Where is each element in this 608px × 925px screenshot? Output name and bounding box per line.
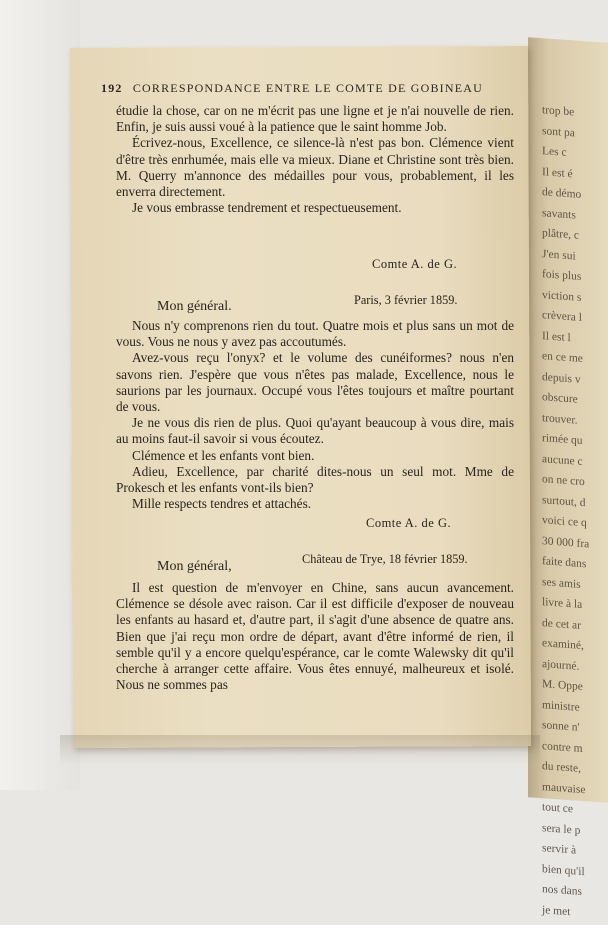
signature: Comte A. de G. (366, 516, 452, 530)
facing-line: ajourné. (542, 657, 580, 673)
facing-line: mauvaise (542, 780, 586, 796)
running-header (101, 81, 521, 96)
salutation: Mon général. (157, 299, 232, 314)
facing-line: savants (542, 206, 576, 222)
facing-line: Il est é (542, 165, 573, 180)
facing-line: de démo (542, 186, 582, 201)
paragraph: Avez-vous reçu l'onyx? et le volume des cunéiformes? nous n'en savons rien. J'espère que vous n'êtes pas malade, Excellence, nous le saurions par les journaux. Occupé vous l'êtes toujours et maître pourtant de vous. (116, 350, 514, 415)
facing-line: on ne cro (542, 473, 585, 489)
facing-line: J'en sui (542, 247, 576, 263)
facing-line: ministre (542, 698, 580, 714)
facing-line: bien qu'il (542, 862, 585, 878)
facing-line: je met (542, 903, 571, 918)
facing-line: trop be (542, 104, 575, 119)
paragraph: Nous n'y comprenons rien du tout. Quatre mois et plus sans un mot de vous. Vous ne nous y avez pas accoutumés. (116, 318, 514, 350)
facing-line: contre m (542, 739, 583, 755)
letter-1-body (116, 103, 514, 216)
facing-line: plâtre, c (542, 227, 580, 242)
facing-line: Les c (542, 145, 567, 159)
paragraph: Clémence et les enfants vont bien. (132, 447, 315, 463)
paragraph: Mille respects tendres et attachés. (132, 496, 312, 512)
running-title: CORRESPONDANCE ENTRE LE COMTE DE GOBINEAU (132, 81, 484, 95)
facing-line: du reste, (542, 760, 581, 775)
facing-line: sont pa (542, 124, 575, 139)
letter-3-body (116, 580, 514, 693)
facing-line: en ce me (542, 350, 583, 366)
letter-2-body (116, 318, 514, 512)
facing-line: fois plus (542, 268, 582, 283)
facing-line: rimée qu (542, 432, 583, 448)
paragraph: Adieu, Excellence, par charité dites-nous un seul mot. Mme de Prokesch et les enfants vont-ils bien? (116, 463, 514, 496)
facing-line: M. Oppe (542, 678, 583, 694)
paragraph: Écrivez-nous, Excellence, ce silence-là n'est pas bon. Clémence vient d'être très enrhumée, mais elle va mieux. Diane et Christine sont très bien. M. Querry m'annonce des médailles pour vous, probablement, il les enverra directement. (116, 135, 514, 200)
facing-line: trouver. (542, 411, 578, 427)
paragraph: Il est question de m'envoyer en Chine, sans aucun avancement. Clémence se désole avec raison. Car il est difficile d'exposer de nouveau les enfants au hasard et, d'autre part, il s'agit d'une absence de quatre ans. Bien que j'ai reçu mon ordre de départ, avant d'être informé de rien, il semble qu'il y a encore quelqu'espérance, car le comte Walewsky dit qu'il cherche à arranger cette affaire. Vous êtes ennuyé, malheureux et isolé. Nous ne sommes pas (116, 580, 514, 693)
paragraph: Je vous embrasse tendrement et respectueusement. (132, 200, 402, 216)
facing-line: viction s (542, 288, 582, 304)
facing-line: examiné, (542, 637, 584, 653)
facing-page (528, 37, 608, 918)
facing-line: sonne n' (542, 719, 580, 734)
page-number: 192 (101, 81, 123, 95)
dateline: Paris, 3 février 1859. (354, 293, 458, 307)
facing-line: depuis v (542, 370, 581, 386)
facing-line: tout ce (542, 801, 573, 816)
facing-line: obscure (542, 391, 578, 406)
dateline: Château de Trye, 18 février 1859. (302, 552, 468, 566)
facing-line: voici ce q (542, 514, 587, 530)
facing-line: nos dans (542, 883, 582, 898)
facing-line: ses amis (542, 575, 581, 591)
paragraph: étudie la chose, car on ne m'écrit pas une ligne et je n'ai nouvelle de rien. Enfin, je suis aussi voué à la patience que le saint homme Job. (116, 103, 514, 135)
facing-line: aucune c (542, 452, 583, 468)
facing-line: de cet ar (542, 616, 581, 632)
facing-line: 30 000 fra (542, 534, 590, 550)
facing-line: surtout, d (542, 493, 586, 509)
facing-line: livre à la (542, 596, 583, 611)
signature: Comte A. de G. (372, 257, 458, 271)
page-shadow (60, 735, 540, 765)
facing-line: crèvera l (542, 309, 582, 324)
paragraph: Je ne vous dis rien de plus. Quoi qu'ayant beaucoup à vous dire, mais au moins faut-il savoir si vous écoutez. (116, 415, 514, 447)
facing-line: sera le p (542, 821, 581, 837)
salutation: Mon général, (157, 559, 232, 574)
facing-line: servir à (542, 842, 577, 857)
facing-page-text (528, 37, 608, 925)
facing-line: Il est l (542, 329, 571, 344)
background (0, 0, 80, 790)
facing-line: faite dans (542, 555, 587, 571)
